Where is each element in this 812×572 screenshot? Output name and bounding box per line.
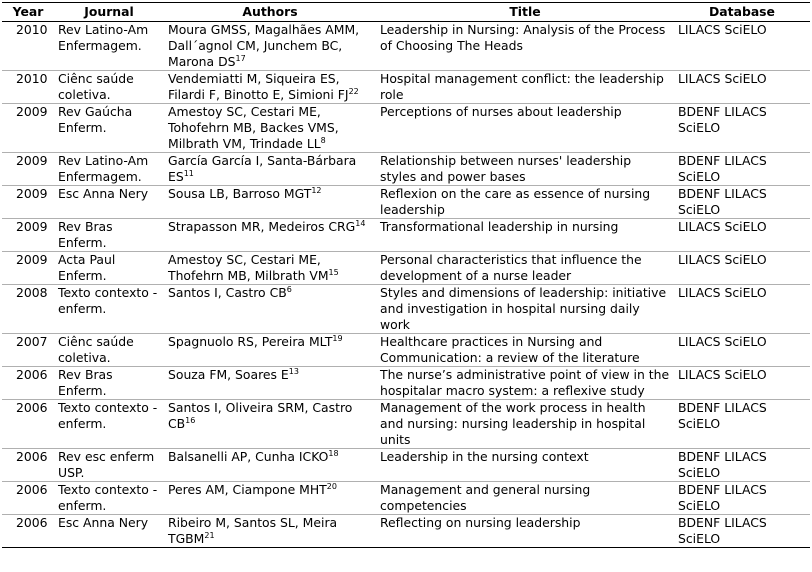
reference-number: 20 (326, 481, 337, 491)
cell-authors-text: Balsanelli AP, Cunha ICKO (168, 449, 329, 464)
cell-year (2, 515, 54, 548)
table-row (2, 153, 810, 186)
table-row (2, 219, 810, 252)
cell-year-text: 2009 (16, 219, 48, 234)
cell-title-text: Healthcare practices in Nursing and Communication: a review of the literature (380, 334, 640, 365)
cell-authors (164, 285, 376, 334)
cell-year (2, 400, 54, 449)
cell-journal-text: Texto contexto - enferm. (58, 400, 158, 431)
cell-database-text: LILACS SciELO (678, 71, 767, 86)
reference-number: 11 (183, 168, 194, 178)
cell-authors-text: Souza FM, Soares E (168, 367, 289, 382)
table-row (2, 71, 810, 104)
cell-database (674, 515, 810, 548)
cell-year (2, 71, 54, 104)
cell-year-text: 2009 (16, 252, 48, 267)
cell-authors-text: Sousa LB, Barroso MGT (168, 186, 312, 201)
cell-database-text: LILACS SciELO (678, 367, 767, 382)
cell-authors-text: Santos I, Oliveira SRM, Castro CB (168, 400, 353, 431)
cell-year-text: 2006 (16, 400, 48, 415)
cell-year (2, 334, 54, 367)
cell-journal-text: Rev Bras Enferm. (58, 219, 113, 250)
cell-database-text: BDENF LILACS SciELO (678, 186, 767, 217)
cell-database (674, 22, 810, 71)
cell-title-text: Hospital management conflict: the leadership role (380, 71, 664, 102)
cell-year (2, 219, 54, 252)
cell-database-text: LILACS SciELO (678, 252, 767, 267)
cell-year-text: 2009 (16, 186, 48, 201)
studies-table (2, 2, 810, 548)
table-header-row (2, 3, 810, 22)
cell-title (376, 186, 674, 219)
cell-authors (164, 104, 376, 153)
cell-database-text: LILACS SciELO (678, 285, 767, 300)
cell-journal (54, 367, 164, 400)
cell-authors-text: Moura GMSS, Magalhães AMM, Dall´agnol CM, Junchem BC, Marona DS (168, 22, 360, 69)
cell-authors (164, 22, 376, 71)
cell-title-text: Perceptions of nurses about leadership (380, 104, 622, 119)
cell-database (674, 367, 810, 400)
table-row (2, 449, 810, 482)
cell-journal-text: Rev Gaúcha Enferm. (58, 104, 133, 135)
cell-title-text: The nurse’s administrative point of view in the hospitalar macro system: a reflexive study (380, 367, 670, 398)
cell-year (2, 22, 54, 71)
cell-authors (164, 252, 376, 285)
table-row (2, 22, 810, 71)
cell-year-text: 2006 (16, 449, 48, 464)
cell-journal (54, 219, 164, 252)
cell-journal-text: Rev Latino-Am Enfermagem. (58, 153, 149, 184)
cell-authors-text: Amestoy SC, Cestari ME, Tohofehrn MB, Backes VMS, Milbrath VM, Trindade LL (168, 104, 339, 151)
cell-title (376, 153, 674, 186)
reference-number: 15 (328, 267, 339, 277)
cell-year-text: 2009 (16, 104, 48, 119)
reference-number: 22 (348, 86, 359, 96)
cell-title-text: Personal characteristics that influence the development of a nurse leader (380, 252, 642, 283)
cell-database (674, 285, 810, 334)
cell-title (376, 449, 674, 482)
reference-number: 8 (320, 135, 326, 145)
cell-title-text: Management of the work process in health and nursing: nursing leadership in hospital units (380, 400, 646, 447)
table-row (2, 334, 810, 367)
cell-authors (164, 186, 376, 219)
cell-authors-text: Ribeiro M, Santos SL, Meira TGBM (168, 515, 338, 546)
cell-title-text: Management and general nursing competencies (380, 482, 591, 513)
cell-year (2, 104, 54, 153)
cell-year-text: 2006 (16, 515, 48, 530)
table-row (2, 186, 810, 219)
cell-authors (164, 367, 376, 400)
cell-journal-text: Texto contexto - enferm. (58, 482, 158, 513)
cell-year (2, 153, 54, 186)
cell-year-text: 2009 (16, 153, 48, 168)
cell-title-text: Reflexion on the care as essence of nursing leadership (380, 186, 651, 217)
header-database: Database (674, 3, 810, 22)
reference-number: 17 (235, 53, 246, 63)
cell-authors (164, 515, 376, 548)
reference-number: 21 (204, 530, 215, 540)
cell-authors-text: Strapasson MR, Medeiros CRG (168, 219, 356, 234)
cell-title-text: Relationship between nurses' leadership styles and power bases (380, 153, 632, 184)
cell-title-text: Leadership in Nursing: Analysis of the Process of Choosing The Heads (380, 22, 666, 53)
cell-journal-text: Acta Paul Enferm. (58, 252, 116, 283)
cell-year (2, 252, 54, 285)
cell-database-text: BDENF LILACS SciELO (678, 449, 767, 480)
cell-authors-text: Amestoy SC, Cestari ME, Thofehrn MB, Milbrath VM (168, 252, 329, 283)
table-row (2, 285, 810, 334)
table-row (2, 367, 810, 400)
cell-title-text: Transformational leadership in nursing (380, 219, 619, 234)
cell-title (376, 400, 674, 449)
cell-title-text: Reflecting on nursing leadership (380, 515, 581, 530)
cell-year-text: 2008 (16, 285, 48, 300)
table-body (2, 22, 810, 548)
cell-journal (54, 449, 164, 482)
cell-title (376, 219, 674, 252)
reference-number: 12 (311, 185, 322, 195)
cell-database-text: BDENF LILACS SciELO (678, 400, 767, 431)
cell-journal-text: Rev Latino-Am Enfermagem. (58, 22, 149, 53)
cell-journal-text: Esc Anna Nery (58, 186, 149, 201)
cell-journal (54, 71, 164, 104)
cell-database (674, 252, 810, 285)
cell-title (376, 482, 674, 515)
cell-year-text: 2010 (16, 22, 48, 37)
cell-journal (54, 334, 164, 367)
cell-journal-text: Ciênc saúde coletiva. (58, 334, 134, 365)
cell-authors (164, 219, 376, 252)
cell-journal (54, 104, 164, 153)
cell-journal (54, 252, 164, 285)
cell-database-text: BDENF LILACS SciELO (678, 104, 767, 135)
cell-database-text: BDENF LILACS SciELO (678, 482, 767, 513)
cell-journal (54, 22, 164, 71)
cell-title (376, 515, 674, 548)
cell-authors (164, 71, 376, 104)
cell-database (674, 153, 810, 186)
cell-journal-text: Rev Bras Enferm. (58, 367, 113, 398)
cell-title (376, 367, 674, 400)
cell-authors-text: Santos I, Castro CB (168, 285, 287, 300)
cell-database (674, 71, 810, 104)
header-year: Year (2, 3, 54, 22)
header-journal: Journal (54, 3, 164, 22)
table-row (2, 104, 810, 153)
cell-year (2, 186, 54, 219)
cell-year (2, 285, 54, 334)
reference-number: 14 (355, 218, 366, 228)
cell-title (376, 285, 674, 334)
cell-title (376, 334, 674, 367)
cell-journal-text: Esc Anna Nery (58, 515, 149, 530)
header-title: Title (376, 3, 674, 22)
cell-database-text: BDENF LILACS SciELO (678, 515, 767, 546)
cell-authors (164, 449, 376, 482)
cell-year (2, 482, 54, 515)
cell-year (2, 367, 54, 400)
cell-title (376, 71, 674, 104)
cell-authors (164, 400, 376, 449)
table-row (2, 482, 810, 515)
reference-number: 6 (286, 284, 292, 294)
cell-database (674, 104, 810, 153)
cell-authors (164, 334, 376, 367)
cell-authors-text: Vendemiatti M, Siqueira ES, Filardi F, Binotto E, Simioni FJ (168, 71, 349, 102)
cell-journal (54, 186, 164, 219)
cell-title (376, 252, 674, 285)
table-row (2, 515, 810, 548)
cell-database (674, 400, 810, 449)
cell-database (674, 449, 810, 482)
table-row (2, 400, 810, 449)
cell-journal (54, 153, 164, 186)
cell-journal (54, 515, 164, 548)
cell-year-text: 2007 (16, 334, 48, 349)
cell-authors-text: Peres AM, Ciampone MHT (168, 482, 327, 497)
cell-year-text: 2006 (16, 482, 48, 497)
cell-database-text: LILACS SciELO (678, 334, 767, 349)
cell-database (674, 219, 810, 252)
cell-database (674, 482, 810, 515)
cell-database-text: BDENF LILACS SciELO (678, 153, 767, 184)
table-row (2, 252, 810, 285)
reference-number: 19 (332, 333, 343, 343)
cell-authors-text: Spagnuolo RS, Pereira MLT (168, 334, 333, 349)
cell-journal-text: Rev esc enferm USP. (58, 449, 155, 480)
cell-database (674, 186, 810, 219)
cell-title (376, 22, 674, 71)
cell-title (376, 104, 674, 153)
cell-database-text: LILACS SciELO (678, 219, 767, 234)
cell-database-text: LILACS SciELO (678, 22, 767, 37)
cell-year (2, 449, 54, 482)
cell-journal-text: Ciênc saúde coletiva. (58, 71, 134, 102)
cell-title-text: Styles and dimensions of leadership: initiative and investigation in hospital nursing daily work (380, 285, 667, 332)
cell-authors (164, 153, 376, 186)
cell-authors (164, 482, 376, 515)
cell-journal (54, 400, 164, 449)
cell-year-text: 2006 (16, 367, 48, 382)
cell-journal (54, 285, 164, 334)
cell-title-text: Leadership in the nursing context (380, 449, 589, 464)
reference-number: 18 (328, 448, 339, 458)
reference-number: 13 (288, 366, 299, 376)
reference-number: 16 (185, 415, 196, 425)
cell-year-text: 2010 (16, 71, 48, 86)
cell-database (674, 334, 810, 367)
cell-journal-text: Texto contexto - enferm. (58, 285, 158, 316)
cell-journal (54, 482, 164, 515)
header-authors: Authors (164, 3, 376, 22)
cell-authors-text: García García I, Santa-Bárbara ES (168, 153, 357, 184)
